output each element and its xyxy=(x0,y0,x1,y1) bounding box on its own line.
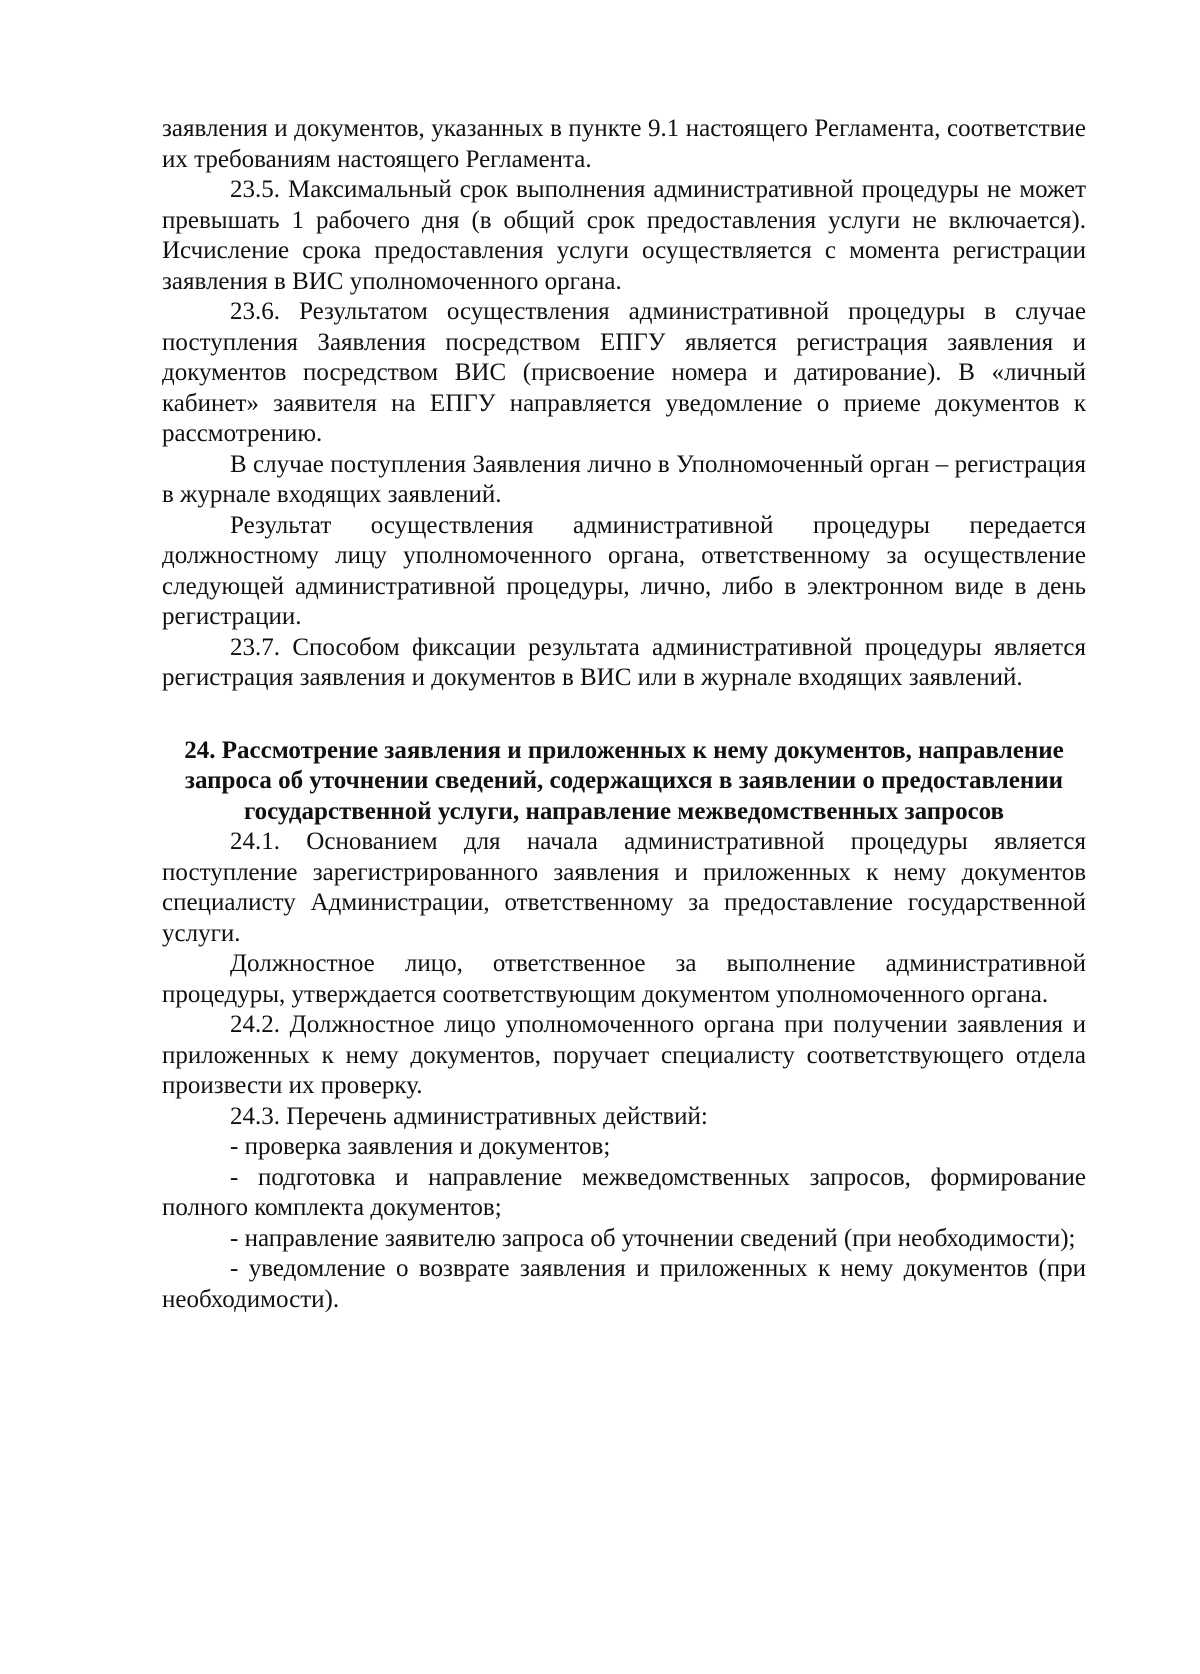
paragraph-personal-submission: В случае поступления Заявления лично в Уполномоченный орган – регистрация в журнале входящих заявлений. xyxy=(162,450,1086,508)
paragraph-continuation: заявления и документов, указанных в пункте 9.1 настоящего Регламента, соответствие их требованиям настоящего Регламента. xyxy=(162,115,1086,173)
paragraph-23-6: 23.6. Результатом осуществления административной процедуры в случае поступления Заявления посредством ЕПГУ является регистрация заявления и документов посредством ВИС (присвоение номера и датирование). В «личный кабинет» заявителя на ЕПГУ направляется уведомление о приеме документов к рассмотрению. xyxy=(162,298,1086,447)
paragraph-23-7: 23.7. Способом фиксации результата административной процедуры является регистрация заявления и документов в ВИС или в журнале входящих заявлений. xyxy=(162,633,1086,691)
paragraph-24-1: 24.1. Основанием для начала административной процедуры является поступление зарегистрированного заявления и приложенных к нему документов специалисту Администрации, ответственному за предоставление государственной услуги. xyxy=(162,828,1086,947)
paragraph-responsible-official: Должностное лицо, ответственное за выполнение административной процедуры, утверждается соответствующим документом уполномоченного органа. xyxy=(162,950,1086,1008)
document-page xyxy=(162,114,1086,1315)
list-item: - направление заявителю запроса об уточнении сведений (при необходимости); xyxy=(230,1224,1076,1252)
paragraph-23-5: 23.5. Максимальный срок выполнения административной процедуры не может превышать 1 рабочего дня (в общий срок предоставления услуги не включается). Исчисление срока предоставления услуги осуществляется с момента регистрации заявления в ВИС уполномоченного органа. xyxy=(162,176,1086,295)
list-item: - уведомление о возврате заявления и приложенных к нему документов (при необходимости). xyxy=(162,1255,1086,1313)
paragraph-24-3: 24.3. Перечень административных действий: xyxy=(230,1102,708,1130)
list-item: - проверка заявления и документов; xyxy=(230,1133,611,1160)
list-item: - подготовка и направление межведомственных запросов, формирование полного комплекта документов; xyxy=(162,1163,1086,1221)
paragraph-result-transfer: Результат осуществления административной процедуры передается должностному лицу уполномоченного органа, ответственному за осуществление следующей административной процедуры, лично, либо в электронном виде в день регистрации. xyxy=(162,511,1086,630)
paragraph-24-2: 24.2. Должностное лицо уполномоченного органа при получении заявления и приложенных к нему документов, поручает специалисту соответствующего отдела произвести их проверку. xyxy=(162,1011,1086,1099)
section-heading-24: 24. Рассмотрение заявления и приложенных к нему документов, направление запроса об уточнении сведений, содержащихся в заявлении о предоставлении государственной услуги, направление межведомственных запросов xyxy=(184,736,1064,825)
